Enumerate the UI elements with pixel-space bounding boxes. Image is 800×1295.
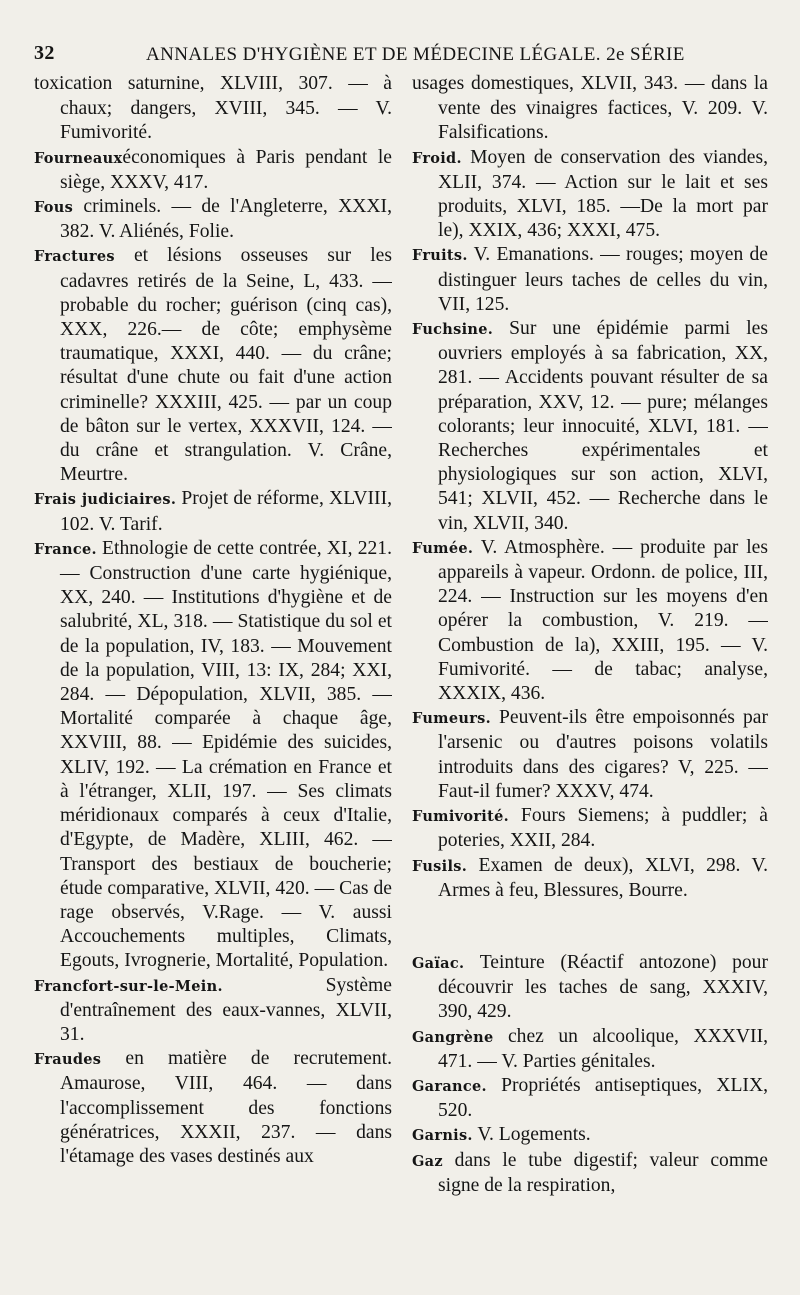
entry-text: usages domestiques, XLVII, 343. — dans la vente des vinaigres factices, V. 209. V. Falsifications. [412, 73, 768, 144]
index-entry [412, 146, 768, 244]
page-number: 32 [34, 42, 55, 64]
entry-keyword: Fraudes [34, 1051, 102, 1069]
right-column [412, 72, 768, 1282]
entry-keyword: Fuchsine. [412, 321, 494, 339]
entry-text: Teinture (Réactif antozone) pour découvrir les taches de sang, XXXIV, 390, 429. [438, 951, 768, 1023]
entry-text: V. Atmosphère. — produite par les appareils à vapeur. Ordonn. de police, III, 224. — Instruction sur les moyens d'en opérer la combustion, V. 219. — Combustion de la), XXIII, 195. — V. Fumivorité. — de tabac; analyse, XXXIX, 436. [438, 536, 768, 705]
index-entry [412, 317, 768, 536]
entry-keyword: Fractures [34, 248, 115, 266]
entry-text: Moyen de conservation des viandes, XLII, 374. — Action sur le lait et ses produits, XLVI, 185. —De la mort par le), XXIX, 436; XXXI, 475. [438, 146, 768, 242]
entry-text: Peuvent-ils être empoisonnés par l'arsenic ou d'autres poisons volatils introduits dans des cigares? V, 225. — Faut-il fumer? XXXV, 474. [438, 707, 768, 802]
index-entry [34, 487, 392, 536]
entry-keyword: Froid. [412, 149, 462, 167]
entry-keyword: Fous [34, 199, 74, 217]
entry-keyword: Fourneaux [34, 149, 123, 167]
entry-text: en matière de recrutement. Amaurose, VIII, 464. — dans l'accomplissement des fonctions génératrices, XXXII, 237. — dans l'étamage des vases destinés aux [60, 1048, 392, 1167]
page-header [34, 38, 764, 68]
index-entry [412, 951, 768, 1025]
index-entry [34, 72, 392, 146]
entry-keyword: Francfort-sur-le-Mein. [34, 977, 223, 995]
entry-keyword: Fumée. [412, 539, 474, 557]
entry-keyword: Frais judiciaires. [34, 491, 177, 509]
entry-keyword: Gaïac. [412, 954, 465, 972]
entry-text: chez un alcoolique, XXXVII, 471. — V. Parties génitales. [438, 1025, 768, 1072]
entry-keyword: Fumivorité. [412, 808, 509, 826]
entry-text: Propriétés antiseptiques, XLIX, 520. [438, 1074, 768, 1122]
index-entry [412, 706, 768, 804]
entry-keyword: Fruits. [412, 247, 468, 265]
entry-text: et lésions osseuses sur les cadavres retirés de la Seine, L, 433. — probable du rocher; guérison (cinq cas), XXX, 226.— de côte; emphysème traumatique, XXXI, 440. — du crâne; résultat d'une chute ou fait d'une action criminelle? XXXIII, 425. — par un coup de bâton sur le vertex, XXXVII, 124. — du crâne et strangulation. V. Crâne, Meurtre. [60, 245, 392, 486]
entry-text: dans le tube digestif; valeur comme signe de la respiration, [438, 1149, 768, 1196]
index-entry [34, 195, 392, 244]
index-entry [412, 72, 768, 146]
entry-keyword: Fumeurs. [412, 710, 491, 728]
index-entry [412, 854, 768, 903]
running-title: ANNALES D'HYGIÈNE ET DE MÉDECINE LÉGALE. 2e SÉRIE [146, 44, 685, 65]
section-gap [412, 903, 768, 951]
entry-text: Examen de deux), XLVI, 298. V. Armes à feu, Blessures, Bourre. [438, 854, 768, 901]
index-entry [34, 1047, 392, 1169]
index-entry [412, 1123, 768, 1148]
entry-text: économiques à Paris pendant le siège, XXXV, 417. [60, 146, 392, 193]
entry-text: Sur une épidémie parmi les ouvriers employés à sa fabrication, XX, 281. — Accidents pouvant résulter de sa préparation, XXV, 12. — pure; mélanges colorants; leur innocuité, XLVI, 181. — Recherches expérimentales et physiologiques sur son action, XLVI, 541; XLVII, 452. — Recherche dans le vin, XLVII, 340. [438, 318, 768, 534]
index-entry [34, 146, 392, 195]
entry-keyword: Gaz [412, 1152, 443, 1170]
entry-text: Fours Siemens; à puddler; à poteries, XXII, 284. [438, 805, 768, 852]
entry-keyword: Fusils. [412, 857, 468, 875]
entry-text: Ethnologie de cette contrée, XI, 221. — Construction d'une carte hygiénique, XX, 240. — Institutions d'hygiène et de salubrité, XL, 318. — Statistique du sol et de la population, IV, 183. — Mouvement de la population, VIII, 13: IX, 284; XXI, 284. — Dépopulation, XLVII, 385. — Mortalité comparée à chaque âge, XXVIII, 88. — Epidémie des suicides, XLIV, 192. — La crémation en France et à l'étranger, XLII, 197. — Ses climats méridionaux comparés à ceux d'Italie, d'Egypte, de Madère, XLIII, 462. — Transport des bestiaux de boucherie; étude comparative, XLVII, 420. — Cas de rage observés, V.Rage. — V. aussi Accouchements multiples, Climats, Egouts, Ivrognerie, Mortalité, Population. [60, 537, 392, 972]
index-entry [412, 1074, 768, 1123]
entry-text: Système d'entraînement des eaux-vannes, XLVII, 31. [60, 974, 392, 1045]
index-entry [34, 974, 392, 1048]
entry-text: V. Logements. [472, 1124, 591, 1146]
entry-text: V. Emanations. — rouges; moyen de distinguer leurs taches de celles du vin, VII, 125. [438, 244, 768, 315]
entry-text: criminels. — de l'Angleterre, XXXI, 382. V. Aliénés, Folie. [60, 196, 392, 243]
index-entry [412, 536, 768, 706]
index-entry [412, 1025, 768, 1074]
entry-keyword: Gangrène [412, 1028, 494, 1046]
index-entry [34, 537, 392, 974]
entry-keyword: France. [34, 540, 97, 558]
entry-text: Projet de réforme, XLVIII, 102. V. Tarif. [60, 488, 392, 535]
index-entry [34, 244, 392, 487]
entry-text: toxication saturnine, XLVIII, 307. — à chaux; dangers, XVIII, 345. — V. Fumivorité. [34, 73, 392, 144]
entry-keyword: Garance. [412, 1077, 487, 1095]
index-entry [412, 243, 768, 317]
left-column [34, 72, 392, 1282]
entry-keyword: Garnis. [412, 1127, 473, 1145]
index-entry [412, 804, 768, 853]
index-entry [412, 1149, 768, 1198]
